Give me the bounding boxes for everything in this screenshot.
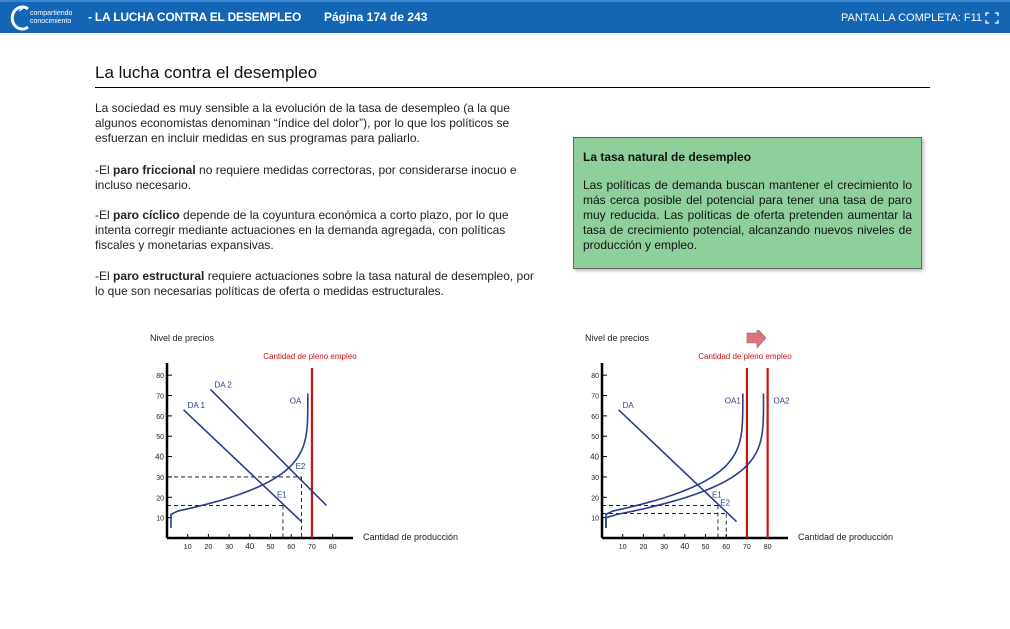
- y-axis-label: Nivel de precios: [150, 333, 215, 343]
- chart-left-svg: [140, 330, 480, 560]
- y-tick-label: 60: [591, 413, 599, 421]
- x-tick-label: 20: [639, 544, 648, 551]
- x-axis-label: Cantidad de producción: [363, 532, 459, 542]
- demand-curve-label: DA 1: [187, 400, 205, 410]
- x-tick-label: 60: [722, 544, 731, 551]
- supply-curve-label: OA: [289, 396, 302, 406]
- equilibrium-label: E2: [295, 461, 306, 471]
- chart-right-svg: [575, 330, 915, 560]
- logo-line2: conocimiento: [30, 18, 72, 25]
- x-tick-label: 10: [183, 544, 192, 551]
- top-bar: [0, 0, 1010, 33]
- x-tick-label: 10: [618, 544, 627, 551]
- term-estructural: paro estructural: [113, 269, 205, 283]
- y-tick-label: 50: [156, 434, 164, 442]
- y-tick-label: 70: [591, 393, 599, 401]
- paragraph-friccional: -El paro friccional no requiere medidas correctoras, por considerarse inocuo e incluso necesario.: [95, 163, 517, 192]
- y-tick-label: 10: [156, 515, 164, 523]
- chart-right: [575, 330, 915, 565]
- info-box: [573, 137, 922, 269]
- equilibrium-label: E1: [711, 490, 722, 500]
- document-title: - LA LUCHA CONTRA EL DESEMPLEO: [88, 10, 302, 24]
- x-tick-label: 60: [287, 544, 296, 551]
- x-axis-label: Cantidad de producción: [798, 532, 894, 542]
- chart-left: [140, 330, 480, 565]
- page-counter: Página 174 de 243: [324, 10, 428, 24]
- x-tick-label: 40: [680, 542, 690, 551]
- supply-curve-label: OA1: [724, 396, 741, 406]
- equilibrium-label: E1: [276, 490, 287, 500]
- fullscreen-hint[interactable]: PANTALLA COMPLETA: F11: [841, 12, 983, 24]
- demand-curve-label: DA 2: [214, 380, 232, 390]
- demand-curve-label: DA: [622, 400, 634, 410]
- shift-arrow-icon: [747, 330, 766, 348]
- info-box-title: La tasa natural de desempleo: [583, 150, 752, 164]
- logo-line1: compartiendo: [30, 10, 73, 17]
- y-tick-label: 30: [591, 474, 599, 482]
- term-friccional: paro friccional: [113, 163, 196, 177]
- logo[interactable]: [10, 5, 80, 31]
- y-tick-label: 40: [155, 452, 164, 462]
- supply-curve-label: OA2: [773, 396, 790, 406]
- y-tick-label: 10: [591, 515, 599, 523]
- y-axis-label: Nivel de precios: [585, 333, 650, 343]
- full-employment-label: Cantidad de pleno empleo: [698, 352, 792, 361]
- info-box-body: Las políticas de demanda buscan mantener el crecimiento lo más cerca posible del potencial para tener una tasa de paro muy reducida. Las políticas de oferta pretenden aumentar la tasa de crecimiento potencial, alcanzando nuevos niveles de producción y empleo.: [583, 178, 912, 252]
- x-tick-label: 80: [763, 544, 772, 551]
- x-tick-label: 40: [245, 542, 255, 551]
- demand-curve: [210, 389, 326, 505]
- fullscreen-icon[interactable]: [985, 12, 999, 24]
- logo-c-icon: [10, 5, 32, 31]
- page-heading: La lucha contra el desempleo: [95, 63, 930, 88]
- x-tick-label: 70: [308, 544, 316, 551]
- y-tick-label: 60: [156, 413, 164, 421]
- x-tick-label: 30: [225, 544, 234, 551]
- x-tick-label: 70: [743, 544, 751, 551]
- y-tick-label: 80: [156, 373, 164, 381]
- intro-paragraph: La sociedad es muy sensible a la evolución de la tasa de desempleo (a la que algunos economistas denominan “índice del dolor”), por lo que los políticos se esfuerzan en incluir medidas en sus programas para paliarlo.: [95, 101, 510, 145]
- x-tick-label: 50: [266, 544, 275, 551]
- y-tick-label: 50: [591, 434, 599, 442]
- y-tick-label: 40: [590, 452, 599, 462]
- full-employment-label: Cantidad de pleno empleo: [263, 352, 357, 361]
- x-tick-label: 20: [204, 544, 213, 551]
- y-tick-label: 20: [156, 495, 164, 503]
- x-tick-label: 30: [660, 544, 669, 551]
- paragraph-ciclico: -El paro cíclico depende de la coyuntura económica a corto plazo, por lo que intenta corregir mediante actuaciones en la demanda agregada, con políticas fiscales y monetarias expansivas.: [95, 208, 509, 252]
- y-tick-label: 30: [156, 474, 164, 482]
- y-tick-label: 70: [156, 393, 164, 401]
- term-ciclico: paro cíclico: [113, 208, 180, 222]
- y-tick-label: 80: [591, 373, 599, 381]
- y-tick-label: 20: [591, 495, 599, 503]
- x-tick-label: 80: [328, 544, 337, 551]
- equilibrium-label: E2: [720, 498, 731, 508]
- x-tick-label: 50: [701, 544, 710, 551]
- paragraph-estructural: -El paro estructural requiere actuaciones sobre la tasa natural de desempleo, por lo que son necesarias políticas de oferta o medidas estructurales.: [95, 269, 534, 298]
